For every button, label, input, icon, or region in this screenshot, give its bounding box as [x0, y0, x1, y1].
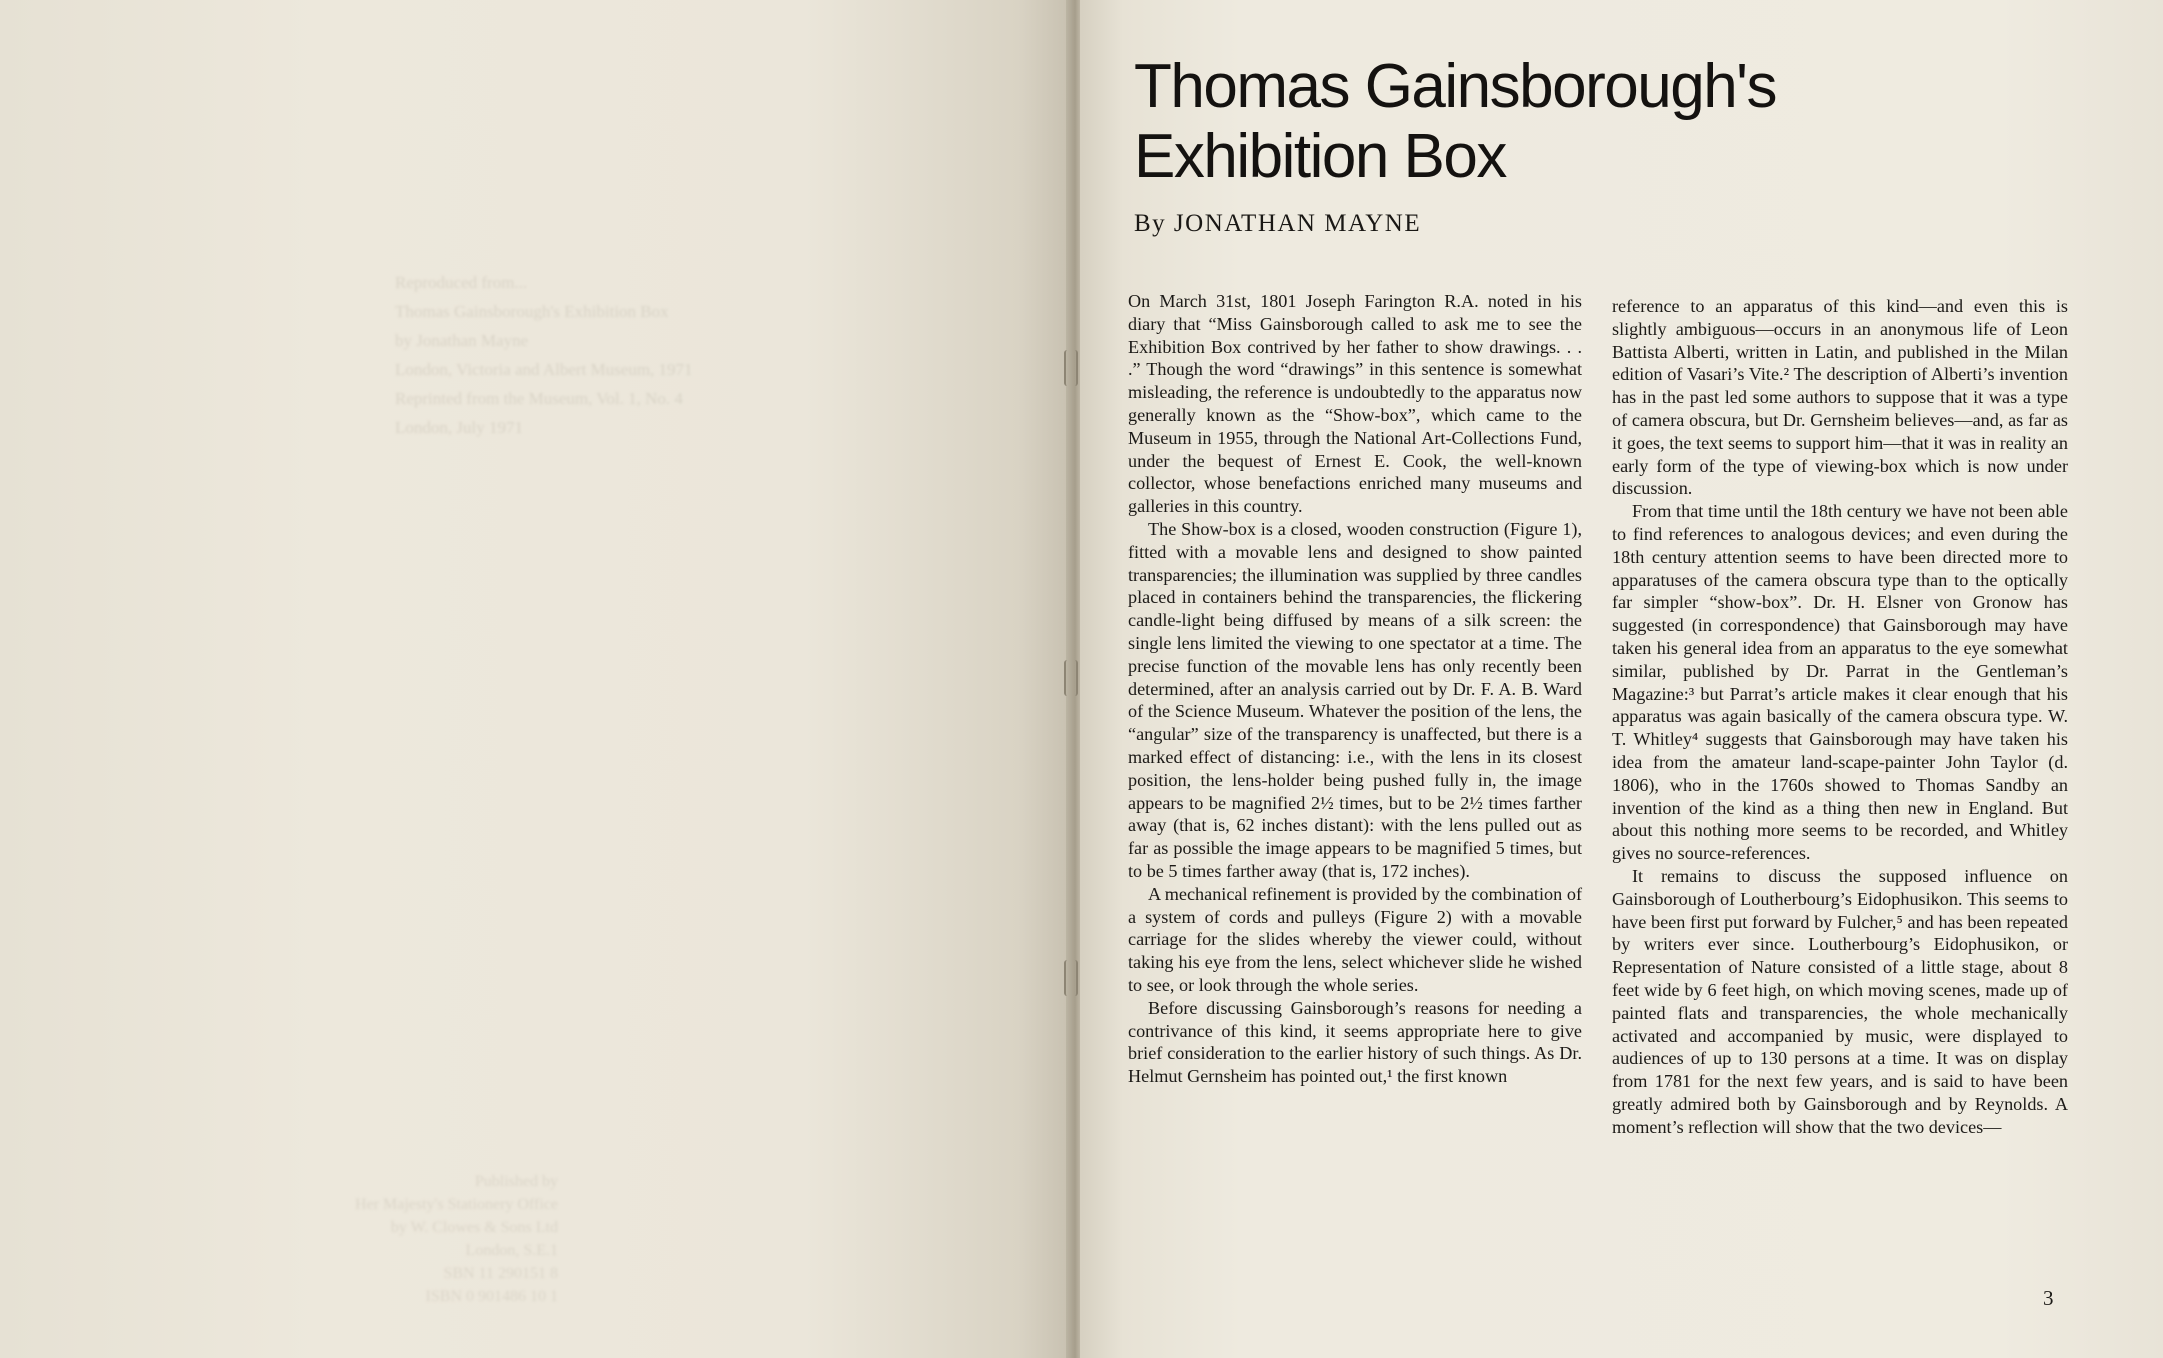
author-byline: By JONATHAN MAYNE [1134, 210, 1422, 237]
paragraph: reference to an apparatus of this kind—and even this is slightly ambiguous—occurs in an anonymous life of Leon Battista Alberti, written in Latin, and published in the Milan edition of Vasari’s Vite.² The description of Alberti’s invention has in the past led some authors to suppose that it was a type of camera obscura, but Dr. Gernsheim believes—and, as far as it goes, the text seems to support him—that it was in reality an early form of the type of viewing-box which is now under discussion. [1612, 296, 2068, 499]
paragraph: Before discussing Gainsborough’s reasons for needing a contrivance of this kind, it seems appropriate here to give brief consideration to the earlier history of such things. As Dr. Helmut Gernsheim has pointed out,¹ the first known [1128, 997, 1582, 1087]
binding-stitch [1064, 960, 1078, 996]
binding-stitch [1064, 660, 1078, 696]
text-column-1 [1128, 290, 1582, 1088]
paragraph: A mechanical refinement is provided by the combination of a system of cords and pulleys (Figure 2) with a movable carriage for the slides whereby the viewer could, without taking his eye from the lens, select whichever slide he wished to see, or look through the whole series. [1128, 883, 1582, 995]
show-through-imprint: Published by Her Majesty's Stationery Office by W. Clowes & Sons Ltd London, S.E.1 SBN 11 290151 8 ISBN 0 901486 10 1 [355, 1173, 558, 1305]
text-column-2 [1612, 295, 2068, 1138]
paragraph: The Show-box is a closed, wooden construction (Figure 1), fitted with a movable lens and designed to show painted transparencies; the illumination was supplied by three candles placed in containers behind the transparencies, the flickering candle-light being diffused by means of a silk screen: the single lens limited the viewing to one spectator at a time. The precise function of the movable lens has only recently been determined, after an analysis carried out by Dr. F. A. B. Ward of the Science Museum. Whatever the position of the lens, the “angular” size of the transparency is unaffected, but there is a marked effect of distancing: i.e., with the lens in its closest position, the lens-holder being pushed fully in, the image appears to be magnified 2½ times, but to be 2½ times farther away (that is, 62 inches distant): with the lens pulled out as far as possible the image appears to be magnified 5 times, but to be 5 times farther away (that is, 172 inches). [1128, 518, 1582, 881]
left-page [0, 0, 1072, 1358]
show-through-text: Reproduced from... Thomas Gainsborough's Exhibition Box by Jonathan Mayne London, Victoria and Albert Museum, 1971 Reprinted from the Museum, Vol. 1, No. 4 London, July 1971 [395, 273, 693, 437]
article-title [1134, 52, 1776, 192]
page-number: 3 [2043, 1286, 2054, 1310]
paragraph: From that time until the 18th century we have not been able to find references to analogous devices; and even during the 18th century attention seems to have been directed more to apparatuses of the camera obscura type than to the optically far simpler “show-box”. Dr. H. Elsner von Gronow has suggested (in correspondence) that Gainsborough may have taken his general idea from an apparatus to the eye somewhat similar, published by Dr. Parrat in the Gentleman’s Magazine:³ but Parrat’s article makes it clear enough that his apparatus was again basically of the camera obscura type. W. T. Whitley⁴ suggests that Gainsborough may have taken his idea from the amateur land-scape-painter John Taylor (d. 1806), who in the 1760s showed to Thomas Sandby an invention of the kind as a thing then new in England. But about this nothing more seems to be recorded, and Whitley gives no source-references. [1612, 501, 2068, 864]
paragraph: On March 31st, 1801 Joseph Farington R.A. noted in his diary that “Miss Gainsborough called to ask me to see the Exhibition Box contrived by her father to show drawings. . . .” Though the word “drawings” in this sentence is somewhat misleading, the reference is undoubtedly to the apparatus now generally known as the “Show-box”, which came to the Museum in 1955, through the National Art-Collections Fund, under the bequest of Ernest E. Cook, the well-known collector, whose benefactions enriched many museums and galleries in this country. [1128, 291, 1582, 517]
title-line-1: Thomas Gainsborough's [1134, 52, 1777, 121]
title-line-2: Exhibition Box [1134, 122, 1506, 191]
binding-stitch [1064, 350, 1078, 386]
paragraph: It remains to discuss the supposed influence on Gainsborough of Loutherbourg’s Eidophusikon. This seems to have been first put forward by Fulcher,⁵ and has been repeated by writers ever since. Loutherbourg’s Eidophusikon, or Representation of Nature consisted of a little stage, about 8 feet wide by 6 feet high, on which moving scenes, made up of painted flats and transparencies, the whole mechanically activated and accompanied by music, were displayed to audiences of up to 130 persons at a time. It was on display from 1781 for the next few years, and is said to have been greatly admired both by Gainsborough and by Reynolds. A moment’s reflection will show that the two devices— [1612, 865, 2068, 1137]
